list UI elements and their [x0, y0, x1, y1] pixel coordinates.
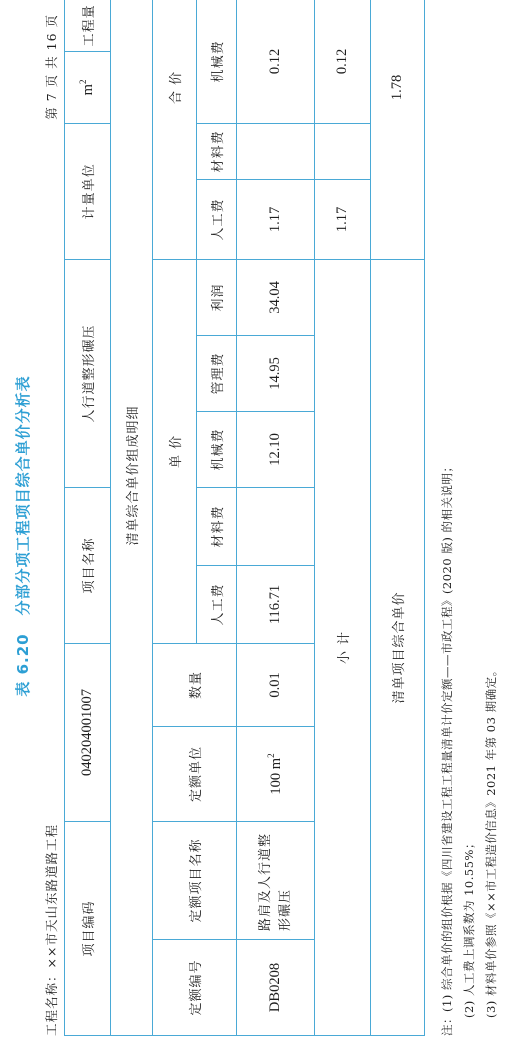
code-value: 040204001007	[65, 643, 111, 821]
header-total-price: 合 价	[153, 0, 197, 259]
composite-label: 清单项目综合单价	[371, 259, 425, 1035]
notes	[436, 461, 502, 1037]
up-manage: 14.95	[237, 335, 315, 411]
header-material: 材料费	[197, 123, 237, 179]
up-labor: 116.71	[237, 565, 315, 643]
project-name: 工程名称：××市天山东路道路工程	[44, 824, 59, 1036]
header-machine: 机械费	[197, 411, 237, 487]
header-labor: 人工费	[197, 179, 237, 259]
header-quota-name: 定额项目名称	[153, 821, 237, 939]
qty-label: 工程量	[65, 0, 111, 51]
up-material	[237, 487, 315, 565]
page-indicator: 第 7 页 共 16 页	[44, 14, 59, 120]
tp-material	[237, 123, 315, 179]
header-quantity: 数量	[153, 643, 237, 726]
item-name: 路肩及人行道整形碾压	[237, 821, 315, 939]
subtotal-label: 小 计	[315, 259, 371, 1035]
table-row	[315, 0, 371, 1036]
item-no: DB0208	[237, 940, 315, 1036]
detail-title: 清单综合单价组成明细	[111, 0, 153, 1036]
header-profit: 利润	[197, 259, 237, 335]
table-row	[153, 0, 197, 1036]
caption-number: 表 6.20	[14, 633, 32, 697]
up-machine: 12.10	[237, 411, 315, 487]
table-row	[111, 0, 153, 1036]
up-profit: 34.04	[237, 259, 315, 335]
composite-value: 1.78	[371, 0, 425, 259]
subtotal-machine: 0.12	[315, 0, 371, 123]
name-value: 人行道整形碾压	[65, 259, 111, 487]
header-quota-unit: 定额单位	[153, 726, 237, 821]
subtotal-material	[315, 123, 371, 179]
table-caption	[12, 0, 33, 1054]
note-line: 注：(1) 综合单价的组价根据《四川省建设工程工程量清单计价定额——市政工程》(2020 版) 的相关说明；	[440, 460, 454, 1036]
header-machine: 机械费	[197, 0, 237, 123]
header-manage: 管理费	[197, 335, 237, 411]
item-unit: 100 $m^2$	[237, 726, 315, 821]
header-labor: 人工费	[197, 565, 237, 643]
unit-price-analysis-table	[64, 0, 425, 1036]
header-unit-price: 单 价	[153, 259, 197, 643]
note-line: (2) 人工费上调系数为 10.55%；	[462, 837, 476, 1018]
caption-title: 分部分项工程项目综合单价分析表	[14, 375, 32, 616]
table-row	[65, 0, 111, 1036]
name-label: 项目名称	[65, 487, 111, 643]
tp-labor: 1.17	[237, 179, 315, 259]
unit-label: 计量单位	[65, 123, 111, 259]
header-quota-no: 定额编号	[153, 940, 237, 1036]
subtotal-labor: 1.17	[315, 179, 371, 259]
table-row	[237, 0, 315, 1036]
header-material: 材料费	[197, 487, 237, 565]
item-qty: 0.01	[237, 643, 315, 726]
note-line: (3) 材料单价参照《××市工程造价信息》2021 年第 03 期确定。	[484, 664, 498, 1018]
tp-machine: 0.12	[237, 0, 315, 123]
unit-value: $m^2$	[65, 51, 111, 123]
code-label: 项目编码	[65, 821, 111, 1035]
table-row	[371, 0, 425, 1036]
